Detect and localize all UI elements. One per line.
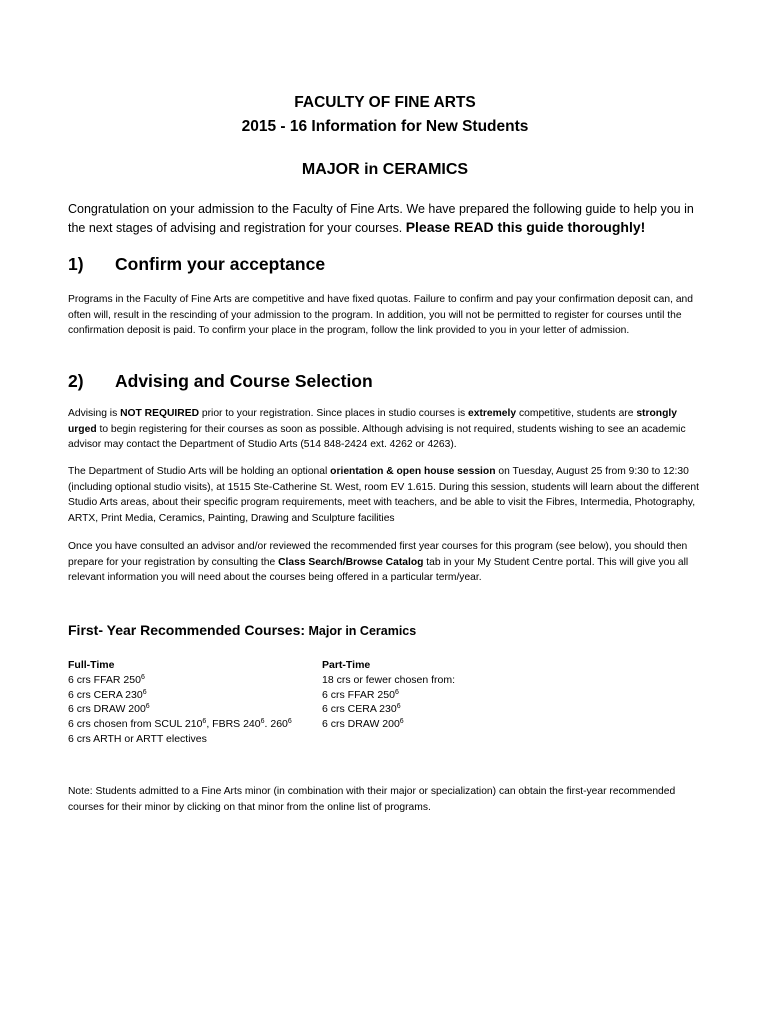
full-time-label: Full-Time bbox=[68, 659, 115, 671]
text-run: Advising is bbox=[68, 408, 121, 419]
course-text: 6 crs DRAW 200 bbox=[68, 703, 146, 716]
faculty-title: FACULTY OF FINE ARTS bbox=[294, 94, 476, 111]
advising-paragraph bbox=[68, 406, 708, 453]
course-text: 6 crs FFAR 250 bbox=[68, 673, 141, 686]
minor-note: Note: Students admitted to a Fine Arts minor (in combination with their major or specialization) can obtain the first-year recommended courses for their minor by clicking on that minor from the online list of programs. bbox=[68, 786, 676, 813]
intro-text: Congratulation on your admission to the Faculty of Fine Arts. We have prepared the following guide to help you in the next stages of advising and registration for your courses. bbox=[68, 202, 694, 235]
course-line: 6 crs ARTH or ARTT electives bbox=[68, 732, 207, 745]
intro-emphasis-post: this guide thoroughly! bbox=[493, 219, 646, 235]
course-line bbox=[68, 702, 328, 717]
text-run: tab in your My Student Centre portal. This will give you all relevant information you will need about the courses being offered in a particular term/year. bbox=[68, 556, 689, 584]
part-time-label: Part-Time bbox=[322, 659, 371, 671]
credit-superscript: 6 bbox=[287, 718, 292, 726]
section-number: 2) bbox=[68, 371, 84, 391]
section-heading-advising bbox=[68, 371, 373, 392]
text-run: competitive, students are bbox=[516, 408, 637, 419]
text-run: to begin registering for their courses as soon as possible. Although advising is not required, students wishing to see an academic advisor may contact the Department of Studio Arts (514 848-2424 ext. 4262 or 4263). bbox=[68, 423, 686, 451]
course-text: 6 crs CERA 230 bbox=[68, 688, 143, 701]
course-line bbox=[322, 702, 522, 717]
credit-superscript: 6 bbox=[396, 703, 401, 711]
intro-paragraph bbox=[68, 200, 708, 237]
text-run-bold: orientation & open house session bbox=[330, 466, 496, 477]
text-run-bold: strongly urged bbox=[68, 408, 677, 435]
major-title: MAJOR in CERAMICS bbox=[301, 161, 469, 178]
course-text: 6 crs CERA 230 bbox=[322, 703, 397, 716]
course-line bbox=[68, 717, 328, 732]
document-subtitle: 2015 - 16 Information for New Students bbox=[241, 118, 529, 135]
text-run-bold: NOT REQUIRED bbox=[120, 408, 200, 419]
text-run: The Department of Studio Arts will be holding an optional bbox=[68, 466, 331, 477]
course-text: 6 crs FFAR 250 bbox=[322, 688, 395, 701]
credit-superscript: 6 bbox=[202, 718, 207, 726]
intro-emphasis-pre: Please bbox=[405, 219, 454, 235]
text-run: Once you have consulted an advisor and/or reviewed the recommended first year courses for this program (see below), you should then prepare for your registration by consulting the bbox=[68, 541, 688, 568]
credit-superscript: 6 bbox=[260, 718, 265, 726]
registration-paragraph bbox=[68, 539, 708, 586]
course-line: 18 crs or fewer chosen from: bbox=[322, 673, 456, 686]
text-run: prior to your registration. Since places in studio courses is bbox=[199, 408, 469, 419]
course-line bbox=[322, 717, 522, 732]
credit-superscript: 6 bbox=[140, 673, 145, 681]
section-heading-confirm bbox=[68, 254, 325, 275]
credit-superscript: 6 bbox=[399, 718, 404, 726]
text-run-bold: Class Search/Browse Catalog bbox=[278, 556, 424, 568]
section-title: Confirm your acceptance bbox=[115, 254, 326, 274]
confirm-paragraph: Programs in the Faculty of Fine Arts are competitive and have fixed quotas. Failure to confirm and pay your confirmation deposit can, and often will, result in the rescinding of your admission to the program. In addition, you will not be permitted to register for courses until the confirmation deposit is paid. To confirm your place in the program, follow the link provided to you in your letter of admission. bbox=[68, 294, 693, 337]
courses-heading-sub: Major in Ceramics bbox=[305, 624, 417, 638]
course-text: 6 crs chosen from SCUL 210 bbox=[68, 718, 203, 731]
course-line bbox=[322, 688, 522, 703]
orientation-paragraph bbox=[68, 464, 708, 526]
section-title: Advising and Course Selection bbox=[115, 371, 373, 391]
credit-superscript: 6 bbox=[145, 703, 150, 711]
credit-superscript: 6 bbox=[142, 688, 147, 696]
intro-emphasis bbox=[406, 219, 646, 235]
credit-superscript: 6 bbox=[394, 688, 399, 696]
text-run-bold: extremely bbox=[468, 408, 517, 419]
course-line bbox=[68, 673, 328, 688]
courses-heading bbox=[68, 622, 416, 638]
course-text: 6 crs DRAW 200 bbox=[322, 718, 400, 731]
course-line bbox=[68, 688, 328, 703]
section-number: 1) bbox=[68, 254, 84, 274]
intro-emphasis-read: READ bbox=[453, 219, 494, 235]
course-text: , FBRS 240 bbox=[206, 718, 261, 731]
courses-heading-main: First- Year Recommended Courses: bbox=[68, 622, 306, 638]
part-time-column bbox=[322, 658, 522, 732]
full-time-column bbox=[68, 658, 328, 747]
text-run: on Tuesday, August 25 from 9:30 to 12:30 (including optional studio visits), at 1515 Ste-Catherine St. West, room EV 1.615. During this session, students will learn about the different Studio Arts areas, about their specific program requirements, meet with teachers, and be able to visit the Fibres, Intermedia, Photography, ARTX, Print Media, Ceramics, Painting, Drawing and Sculpture facilities bbox=[68, 466, 699, 524]
course-text: . 260 bbox=[264, 718, 288, 731]
